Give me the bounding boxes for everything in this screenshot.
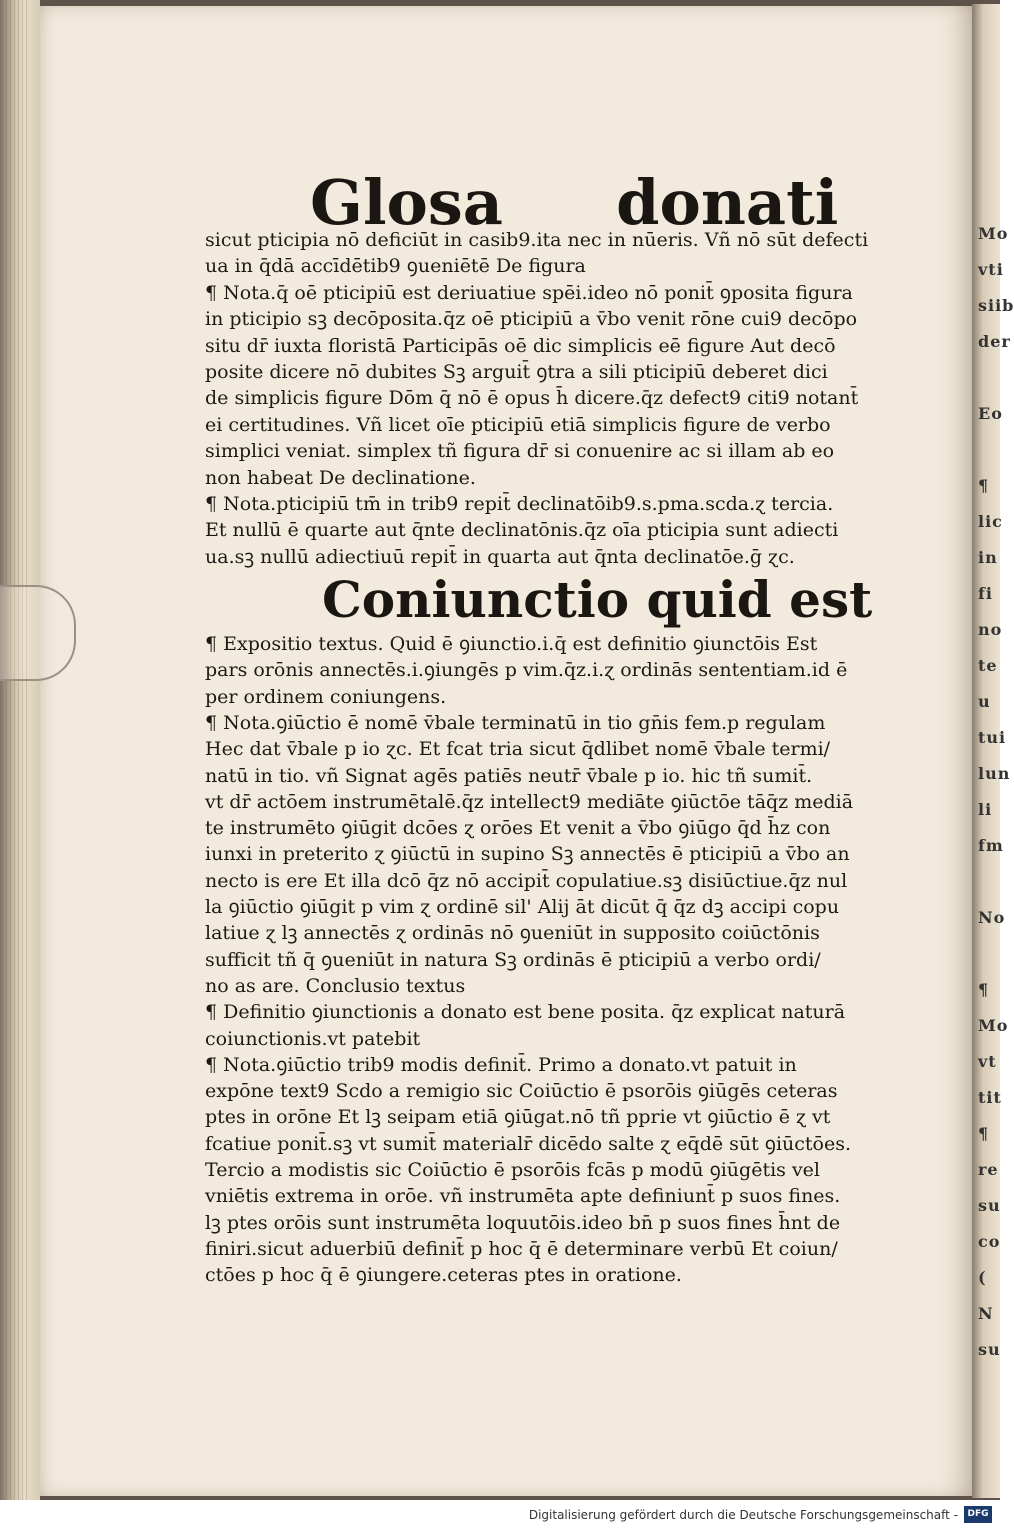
text-line: per ordinem coniungens. xyxy=(205,685,447,708)
facing-page-fragment: Mo xyxy=(978,224,1009,243)
facing-page-fragment: in xyxy=(978,548,998,567)
text-line: ¶ Nota.pticipiū tm̄ in trib9 repit̄ declinatōib9.s.pma.scda.ɀ tercia. xyxy=(205,493,834,515)
facing-page-fragment: lic xyxy=(978,512,1003,531)
facing-page-fragment: siib xyxy=(978,296,1014,315)
text-line: vt dr̄ actōem instrumētalē.q̄z intellect9 mediāte ꝯiūctōe tāq̄z mediā xyxy=(205,790,854,813)
text-line: ua in q̄dā accīdētib9 ꝯueniētē De figura xyxy=(205,255,586,278)
text-line: finiri.sicut aduerbiū definit̄ p hoc q̄ ē determinare verbū Et coiun/ xyxy=(205,1237,838,1260)
facing-page-fragment: N xyxy=(978,1304,994,1323)
text-line: no as are. Conclusio textus xyxy=(205,974,466,997)
text-line: la ꝯiūctio ꝯiūgit p vim ɀ ordinē sil' Alij āt dicūt q̄ q̄z dꝫ accipi copu xyxy=(205,896,840,918)
facing-page-fragment: der xyxy=(978,332,1011,351)
text-line: ctōes p hoc q̄ ē ꝯiungere.ceteras ptes in oratione. xyxy=(205,1264,682,1287)
text-line: coiunctionis.vt patebit xyxy=(205,1027,421,1050)
facing-page-fragment: lun xyxy=(978,764,1011,783)
text-line: ¶ Nota.q̄ oē pticipiū est deriuatiue spēi.ideo nō ponit̄ ꝯposita figura xyxy=(205,281,853,304)
text-line: natū in tio. vñ Signat agēs patiēs neutr̄ v̄bale p io. hic tñ sumit̄. xyxy=(205,764,813,787)
text-line: ¶ Nota.ꝯiūctio ē nomē v̄bale terminatū in tio gn̄is fem.p regulam xyxy=(205,711,826,734)
facing-page-fragment: co xyxy=(978,1232,1001,1251)
facing-page-fragment: ¶ xyxy=(978,476,990,495)
text-line: sufficit tñ q̄ ꝯueniūt in natura Sꝫ ordinās ē pticipiū a verbo ordi/ xyxy=(205,948,821,971)
text-line: expōne text9 Scdo a remigio sic Coiūctio ē psorōis ꝯiūgēs ceteras xyxy=(205,1080,838,1103)
facing-page-fragment: Eo xyxy=(978,404,1003,423)
text-line: ptes in orōne Et lꝫ seipam etiā ꝯiūgat.nō tñ pprie vt ꝯiūctio ē ɀ vt xyxy=(205,1106,831,1129)
facing-page-fragment: te xyxy=(978,656,998,675)
facing-page-fragment: su xyxy=(978,1196,1001,1215)
text-line: Tercio a modistis sic Coiūctio ē psorōis fcās p modū ꝯiūgētis vel xyxy=(205,1159,821,1181)
facing-page-fragment: ¶ xyxy=(978,980,990,999)
text-line: Hec dat v̄bale p io ɀc. Et fcat tria sicut q̄dlibet nomē v̄bale termi/ xyxy=(205,738,831,761)
title-word-glosa: Glosa xyxy=(310,166,503,239)
text-line: ¶ Expositio textus. Quid ē ꝯiunctio.i.q̄ est definitio ꝯiunctōis Est xyxy=(205,633,818,655)
facing-page-fragment: fi xyxy=(978,584,993,603)
page-stack-edge xyxy=(0,0,40,1500)
text-line: fcatiue ponit̄.sꝫ vt sumit̄ materialr̄ dicēdo salte ɀ eq̄dē sūt ꝯiūctōes. xyxy=(205,1132,852,1155)
text-line: ¶ Nota.ꝯiūctio trib9 modis definit̄. Primo a donato.vt patuit in xyxy=(205,1053,797,1076)
text-line: sicut pticipia nō deficiūt in casib9.ita nec in nūeris. Vñ nō sūt defecti xyxy=(205,229,869,251)
footer-bar xyxy=(0,1500,1000,1530)
text-line: posite dicere nō dubites Sꝫ arguit̄ ꝯtra a sili pticipiū deberet dici xyxy=(205,361,828,383)
text-line: in pticipio sꝫ decōposita.q̄z oē pticipiū a v̄bo venit rōne cui9 decōpo xyxy=(205,308,858,331)
text-line: ei certitudines. Vñ licet oīe pticipiū etiā simplicis figure de verbo xyxy=(205,413,831,436)
text-line: non habeat De declinatione. xyxy=(205,466,476,489)
text-line: necto is ere Et illa dcō q̄z nō accipit̄ copulatiue.sꝫ disiūctiue.q̄z nul xyxy=(205,869,848,892)
section-heading: Coniunctio quid est xyxy=(322,570,873,629)
text-line: ¶ Definitio ꝯiunctionis a donato est bene posita. q̄z explicat naturā xyxy=(205,1001,846,1024)
text-line: simplici veniat. simplex tñ figura dr̄ si conuenire ac si illam ab eo xyxy=(205,440,835,463)
facing-page-fragment: fm xyxy=(978,836,1004,855)
text-line: latiue ɀ lꝫ annectēs ɀ ordinās nō ꝯueniūt in supposito coiūctōnis xyxy=(205,922,820,945)
text-line: vniētis extrema in orōe. vñ instrumēta apte definiunt̄ p suos fines. xyxy=(205,1185,841,1208)
dfg-logo: DFG xyxy=(964,1506,992,1523)
facing-page-fragment: ¶ xyxy=(978,1124,990,1143)
text-line: situ dr̄ iuxta floristā Participās oē dic simplicis eē figure Aut decō xyxy=(205,334,836,357)
facing-page-fragment: u xyxy=(978,692,991,711)
facing-page-fragment: vti xyxy=(978,260,1004,279)
facing-page-fragment: vt xyxy=(978,1052,997,1071)
facing-page-fragment: No xyxy=(978,908,1006,927)
text-line: te instrumēto ꝯiūgit dcōes ɀ orōes Et venit a v̄bo ꝯiūgo q̄d h̄z con xyxy=(205,817,831,840)
funding-credit: Digitalisierung gefördert durch die Deutsche Forschungsgemeinschaft - xyxy=(528,1508,958,1522)
title-word-donati: donati xyxy=(616,166,839,239)
text-line: de simplicis figure Dōm q̄ nō ē opus h̄ dicere.q̄z defect9 citi9 notant̄ xyxy=(205,387,859,410)
book-clasp xyxy=(0,585,76,681)
facing-page-fragment: li xyxy=(978,800,993,819)
text-line: ua.sꝫ nullū adiectiuū repit̄ in quarta aut q̄nta declinatōe.ḡ ɀc. xyxy=(205,545,795,568)
text-line: Et nullū ē quarte aut q̄nte declinatōnis.q̄z oīa pticipia sunt adiecti xyxy=(205,519,839,542)
facing-page-fragment: Mo xyxy=(978,1016,1009,1035)
facing-page-fragment: su xyxy=(978,1340,1001,1359)
text-line: lꝫ ptes orōis sunt instrumēta loquutōis.ideo bn̄ p suos fines h̄nt de xyxy=(205,1211,841,1234)
facing-page-fragment: tit xyxy=(978,1088,1002,1107)
facing-page-fragment: tui xyxy=(978,728,1007,747)
facing-page-fragment: re xyxy=(978,1160,999,1179)
text-line: pars orōnis annectēs.i.ꝯiungēs p vim.q̄z.i.ɀ ordinās sententiam.id ē xyxy=(205,659,848,682)
text-line: iunxi in preterito ɀ ꝯiūctū in supino Sꝫ annectēs ē pticipiū a v̄bo an xyxy=(205,843,850,866)
facing-page-sliver xyxy=(972,4,1014,1498)
facing-page-fragment: ( xyxy=(978,1268,987,1287)
facing-page-fragment: no xyxy=(978,620,1003,639)
